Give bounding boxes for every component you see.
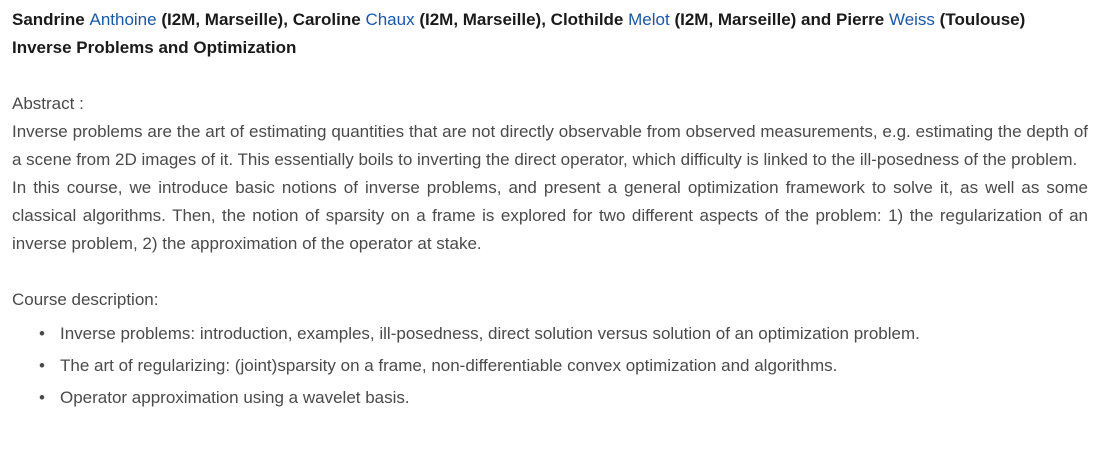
- list-item: [39, 350, 1088, 382]
- author-first-name: Caroline: [292, 10, 361, 29]
- author-first-name: Clothilde: [550, 10, 624, 29]
- abstract-label: Abstract :: [12, 94, 84, 113]
- author-first-name: Sandrine: [12, 10, 85, 29]
- author-link-chaux[interactable]: Chaux: [365, 10, 415, 29]
- authors-line: [12, 6, 1088, 34]
- bullet-icon: •: [39, 356, 45, 375]
- list-item: [39, 382, 1088, 414]
- course-title: Inverse Problems and Optimization: [12, 38, 297, 57]
- author-affiliation: (I2M, Marseille),: [161, 10, 288, 29]
- author-first-name: Pierre: [836, 10, 885, 29]
- list-item-text: The art of regularizing: (joint)sparsity on a frame, non-differentiable convex optimization and algorithms.: [60, 356, 838, 375]
- list-item: [39, 318, 1088, 350]
- abstract-paragraph: In this course, we introduce basic notions of inverse problems, and present a general optimization framework to solve it, as well as some classical algorithms. Then, the notion of sparsity on a frame is explored for two different aspects of the problem: 1) the regularization of an inverse problem, 2) the approximation of the operator at stake.: [12, 178, 1088, 253]
- author-link-anthoine[interactable]: Anthoine: [89, 10, 157, 29]
- author-affiliation: (Toulouse): [939, 10, 1026, 29]
- course-description-label: Course description:: [12, 290, 159, 309]
- course-description-list: [12, 318, 1088, 414]
- author-affiliation: (I2M, Marseille),: [419, 10, 546, 29]
- bullet-icon: •: [39, 324, 45, 343]
- author-affiliation: (I2M, Marseille): [674, 10, 797, 29]
- author-conjunction: and: [801, 10, 832, 29]
- author-link-melot[interactable]: Melot: [628, 10, 670, 29]
- author-link-weiss[interactable]: Weiss: [888, 10, 935, 29]
- abstract-paragraph: Inverse problems are the art of estimating quantities that are not directly observable from observed measurements, e.g. estimating the depth of a scene from 2D images of it. This essentially boils to inverting the direct operator, which difficulty is linked to the ill-posedness of the problem.: [12, 122, 1088, 169]
- list-item-text: Operator approximation using a wavelet basis.: [60, 388, 410, 407]
- bullet-icon: •: [39, 388, 45, 407]
- list-item-text: Inverse problems: introduction, examples, ill-posedness, direct solution versus solution of an optimization problem.: [60, 324, 920, 343]
